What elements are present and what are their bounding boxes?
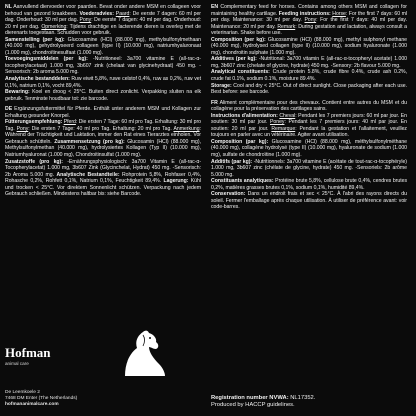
de-storage-label: Lagerung: xyxy=(163,178,189,185)
de-additives-label: Zusatzstoffe (pro kg): xyxy=(5,158,63,165)
fr-additives-label: Additifs (par kg): xyxy=(211,158,253,165)
nl-pony-word: Pony xyxy=(79,17,92,24)
nl-horse-dose: : De eerste 7 dagen: 60 ml per dag. Onderhoud: 30 ml per dag. xyxy=(5,10,201,24)
en-analytical-label: Analytical constituents: xyxy=(211,69,270,76)
de-horse-word: Pferd xyxy=(63,119,76,126)
de-horse-dose: : Die ersten 7 Tage: 60 ml pro Tag. Erhaltung: 30 ml pro Tag. xyxy=(5,119,201,132)
brand-name: Hofman xyxy=(5,345,51,360)
registration-block xyxy=(211,395,411,409)
brand-logo xyxy=(5,345,51,366)
nl-remark-text: : Tijdens drachtige en lacterende dieren is overleg met de dierenarts toegestaan. Schudden voor gebruik. xyxy=(5,23,201,37)
nl-pony-dose: : De eerste 7 dagen: 40 ml per dag. Onderhoud: 20 ml per dag. xyxy=(5,17,201,30)
fr-analytical-label: Constituants analytiques: xyxy=(211,178,274,185)
nl-feeding-label: Voederadvies: xyxy=(79,10,114,17)
fr-section xyxy=(211,100,407,211)
address-line-1: De Leemkoele 2 xyxy=(5,390,40,395)
de-pony-dose: : Die ersten 7 Tage: 40 ml pro Tag. Erhaltung: 20 ml pro Tag. xyxy=(28,125,174,132)
brand-subtitle: animal care xyxy=(5,361,29,366)
brand-block xyxy=(5,346,205,412)
en-storage-text: Cool and dry < 25°C. Out of direct sunlight. Close packaging after each use. Best before: see barcode. xyxy=(211,82,407,96)
de-code: DE xyxy=(5,106,13,113)
nl-composition-label: Samenstelling (per kg): xyxy=(5,36,65,43)
fr-code: FR xyxy=(211,99,218,106)
fr-storage-text: Dans un endroit frais et sec < 25°C. À l'abri des rayons directs du soleil. Fermer l'emballage après chaque utilisation. À utiliser de préférence avant: voir code-barres. xyxy=(211,191,407,211)
en-additives-label: Additives (per kg): xyxy=(211,56,257,63)
nl-analytical-text: Ruw eiwit 5,8%, ruwe celstof 0,4%, ruw as 0,2%, ruw vet 0,1%, natrium 0,1%, vocht 89,4%. xyxy=(5,76,201,89)
registration-label: Registration number NVWA: xyxy=(211,395,289,401)
de-pony-word: Pony xyxy=(16,125,29,132)
left-column xyxy=(5,4,201,202)
horse-silhouette-icon xyxy=(115,328,171,378)
nl-composition-text: Glucosamine (HCl) (88.000 mg), methylsulfonylmethaan (40.000 mg), gehydrolyseerd collageen (type II) (10.000 mg), natriumhyaluronaat (1.000 mg), chondroïtinesulfaat (1.000 mg). xyxy=(5,36,201,56)
nl-additives-text: -Nutritioneel: 3a700 vitamine E (all-rac-α-tocopherylacetaat) 1.000 mg, 3b607 zink (chelaat van glycinehydraat) 450 mg. -Sensorisch: 2b aroma 5.000 mg. xyxy=(5,56,201,76)
fr-composition-label: Composition (par kg): xyxy=(211,138,269,145)
registration-line xyxy=(211,395,411,402)
nl-horse-word: Paard xyxy=(115,10,130,17)
fr-composition-text: Glucosamine (HCl) (88.000 mg), méthylsulfonylméthane (40.000 mg), collagène hydrolysé (type II) (10.000 mg), hyaluronate de sodium (1.000 mg), sulfate de chondroïtine (1.000 mg). xyxy=(211,138,407,159)
nl-analytical-label: Analytische bestanddelen: xyxy=(5,76,70,83)
website-link[interactable]: hofmananimalcare.com xyxy=(5,402,59,407)
fr-pony-dose: : Pendant les 7 premiers jours: 40 ml par jour. En soutien: 20 ml par jour. xyxy=(211,119,407,132)
de-composition-label: Zusammensetzung (pro kg): xyxy=(54,138,125,145)
de-intro: Ergänzungsfuttermittel für Pferde. Enthält unter anderem MSM und Kollagen zur Erhaltung gesunder Knorpel. xyxy=(5,106,201,119)
nl-remark-word: Opmerking xyxy=(41,23,67,30)
nl-intro: Aanvullend diervoeder voor paarden. Bevat onder andere MSM en collageen voor behoud van gezond kraakbeen. xyxy=(5,4,201,17)
nl-storage-label: Bewaring: xyxy=(5,89,30,96)
en-remark-text: : During gestation and lactation, always consult a veterinarian. Shake before use. xyxy=(211,23,407,37)
fr-feeding-label: Instructions d'alimentation: xyxy=(211,112,278,119)
de-composition-text: Glucosamin (HCl) (88.000 mg), Methylsulfonylmethan (40.000 mg), hydrolysiertes Kollagen (Typ II) (10.000 mg), Natriumhyaluronat (1.000 mg), Chondroitinsulfat (1.000 mg). xyxy=(5,138,201,159)
de-storage-text: Kühl und trocken < 25°C. Vor direktem Sonnenlicht schützen. Verpackung nach jedem Gebrauch schließen. Mindestens haltbar bis: siehe Barcode. xyxy=(5,178,201,198)
nl-storage-text: Koel en droog < 25°C. Buiten direct zonlicht. Verpakking sluiten na elk gebruik. Tenminste houdbaar tot: zie barcode. xyxy=(5,89,201,102)
en-horse-word: Horse xyxy=(332,10,346,17)
fr-horse-dose: : Pendant les 7 premiers jours: 60 ml par jour. En soutien: 30 ml par jour. xyxy=(211,112,407,126)
fr-remark-text: : Pendant la gestation et l'allaitement, veuillez toujours en parler avec un vétérinaire. Agiter avant utilisation. xyxy=(211,125,407,139)
en-intro: Complementary feed for horses. Contains among others MSM and collagen for maintaining healthy cartilage. xyxy=(211,4,407,17)
address-block xyxy=(5,390,77,408)
en-remark-word: Remark xyxy=(277,23,296,30)
fr-additives-text: -Nutritionnels: 3a700 vitamine E (acétate de tout-rac-α-tocophéryle) 1.000 mg, 3b607 zinc (chélate de glycine, hydrate) 450 mg. -Sensoriels: 2b arôme 5.000 mg. xyxy=(211,158,407,178)
fr-intro: Aliment complémentaire pour des chevaux. Contient entre autres du MSM et du collagène pour la préservation des cartilages sains. xyxy=(211,99,407,113)
nl-additives-label: Toevoegingsmiddelen (per kg): xyxy=(5,56,88,63)
de-feeding-label: Fütterungsempfehlung: xyxy=(5,119,63,126)
en-composition-label: Composition (per kg): xyxy=(211,36,266,43)
en-code: EN xyxy=(211,4,219,10)
fr-remark-word: Remarque xyxy=(271,125,296,132)
nl-section xyxy=(5,4,201,102)
de-remark-word: Anmerkung xyxy=(173,125,200,132)
fr-pony-word: Poney xyxy=(269,119,285,126)
de-additives-text: -Ernährungsphysiologisch: 3a700 Vitamin E (all-rac-α-Tocopherylacetat) 1.000 mg, 3b607 Zink (Glycinchelat, Hydrat) 450 mg. -Sensorisch: 2b Aroma 5.000 mg. xyxy=(5,158,202,178)
haccp-note: Produced by HACCP guidelines. xyxy=(211,402,295,408)
en-horse-dose: : For the first 7 days: 60 ml per day. Maintenance: 30 ml per day. xyxy=(211,10,407,24)
fr-storage-label: Conservation: xyxy=(211,191,246,198)
registration-number: NL17352. xyxy=(288,395,316,401)
address-line-2: 7468 DM Enter (The Netherlands) xyxy=(5,396,78,401)
de-section xyxy=(5,106,201,198)
en-storage-label: Storage: xyxy=(211,82,232,89)
en-pony-word: Pony xyxy=(304,17,317,24)
de-analytical-label: Analytische Bestandteile: xyxy=(56,171,120,178)
en-feeding-label: Feeding xyxy=(278,10,299,17)
en-analytical-text: Crude protein 5.8%, crude fibre 0.4%, crude ash 0.2%, crude fat 0.1%, sodium 0.1%, moisture 89.4%. xyxy=(211,69,408,83)
fr-analytical-text: Protéine brute 5,8%, cellulose brute 0,4%, cendres brutes 0,2%, matières grasses brutes 0,1%, sodium 0,1%, humidité 89,4%. xyxy=(211,178,408,191)
en-feeding-label-rest: instructions: xyxy=(298,10,333,17)
en-section xyxy=(211,4,407,96)
fr-horse-word: Cheval xyxy=(279,112,296,119)
nl-code: NL xyxy=(5,4,12,10)
right-column xyxy=(211,4,407,215)
en-additives-text: -Nutritional: 3a700 vitamin E (all-rac-α-tocopheryl acetate) 1.000 mg, 3b607 zinc (chelate of glycine, hydrate) 450 mg. -Sensory: 2b flavour 5.000 mg. xyxy=(211,56,407,69)
de-analytical-text: Rohprotein 5,8%, Rohfaser 0,4%, Rohasche 0,2%, Rohfett 0,1%, Natrium 0,1%, Feuchtigkeit 89,4%. xyxy=(5,171,201,185)
de-remark-text: : Während der Trächtigkeit und Laktation, immer den Rat eines Tierarztes einholen. Vor Gebrauch schütteln. xyxy=(5,125,201,145)
en-composition-text: Glucosamine (HCl) (88.000 mg), methyl sulphonyl methane (40.000 mg), hydrolysed collagen (type II) (10.000 mg), sodium hyaluronate (1.000 mg), chondroitin sulphate (1.000 mg). xyxy=(211,36,408,56)
en-pony-dose: : For the first 7 days: 40 ml per day. Maintenance: 20 ml per day. xyxy=(211,17,407,30)
